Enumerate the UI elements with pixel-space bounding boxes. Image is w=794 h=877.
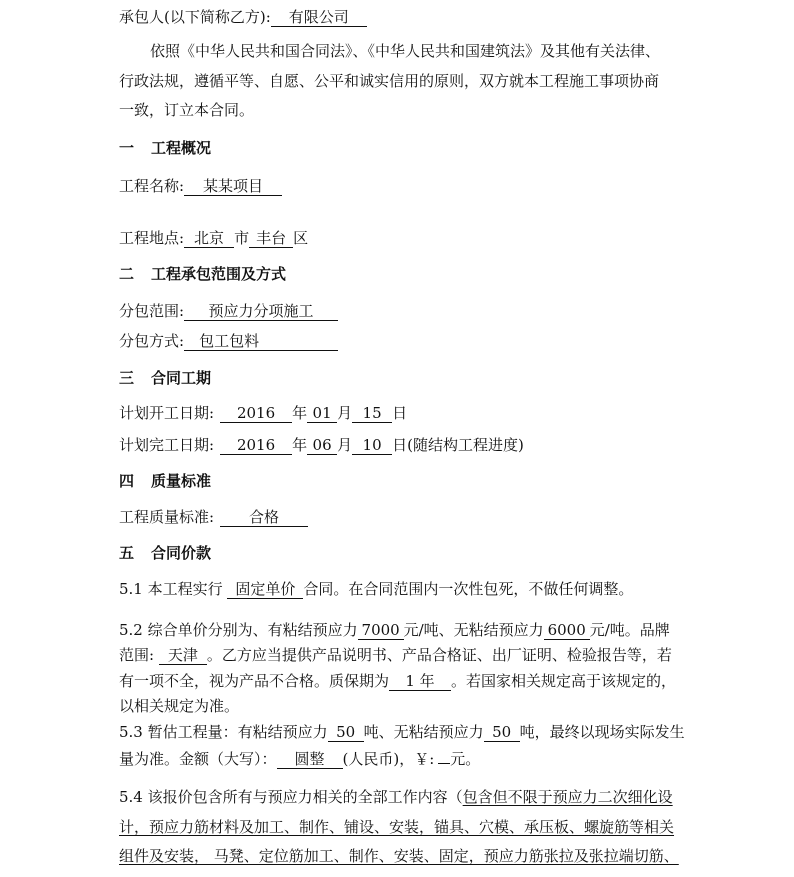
clause-5-3-line-2 xyxy=(119,749,480,769)
unbonded-quantity-value: 50 xyxy=(484,723,520,742)
end-date-label: 计划完工日期: xyxy=(119,436,215,454)
mode-value: 包工包料 xyxy=(184,332,338,351)
city-value: 北京 xyxy=(184,229,234,248)
party-b-line xyxy=(119,7,367,27)
end-month-unit: 月 xyxy=(337,436,353,454)
clause-5-2-text-c: 元/吨。品牌 xyxy=(589,621,670,639)
clause-5-1-text-a: 5.1 本工程实行 xyxy=(119,580,223,598)
mode-line xyxy=(119,331,338,351)
end-year: 2016 xyxy=(220,436,292,455)
clause-5-4-included-work-a: 包含但不限于预应力二次细化设 xyxy=(462,788,673,806)
project-location-line xyxy=(119,228,308,248)
clause-5-3-line-1 xyxy=(119,722,685,742)
amount-words-value: 圆整 xyxy=(277,750,343,769)
section-2-heading xyxy=(119,264,286,284)
start-month: 01 xyxy=(307,404,337,423)
end-month: 06 xyxy=(307,436,337,455)
section-5-number: 五 xyxy=(119,544,135,562)
brand-value: 天津 xyxy=(159,646,207,665)
section-4-number: 四 xyxy=(119,472,135,490)
unbonded-price-value: 6000 xyxy=(544,621,590,640)
section-1-heading xyxy=(119,138,211,158)
pricing-type-value: 固定单价 xyxy=(227,580,303,599)
section-2-number: 二 xyxy=(119,265,135,283)
clause-5-2-text-f: 有一项不全，视为产品不合格。质保期为 xyxy=(119,672,390,690)
section-2-title: 工程承包范围及方式 xyxy=(151,265,287,283)
scope-label: 分包范围: xyxy=(119,302,185,320)
project-location-label: 工程地点: xyxy=(119,229,185,247)
clause-5-4-line-3 xyxy=(119,846,679,866)
section-4-title: 质量标准 xyxy=(151,472,212,490)
warranty-value: 1 年 xyxy=(389,672,451,691)
clause-5-3-text-a: 5.3 暂估工程量：有粘结预应力 xyxy=(119,723,328,741)
clause-5-2-line-3 xyxy=(119,671,676,691)
clause-5-2-line-1 xyxy=(119,620,670,640)
quality-value: 合格 xyxy=(220,508,308,527)
clause-5-4-text-a: 5.4 该报价包含所有与预应力相关的全部工作内容（ xyxy=(119,788,463,806)
clause-5-1-text-b: 合同。在合同范围内一次性包死，不做任何调整。 xyxy=(303,580,634,598)
section-5-heading xyxy=(119,543,211,563)
section-5-title: 合同价款 xyxy=(151,544,212,562)
start-year-unit: 年 xyxy=(292,404,308,422)
clause-5-3-text-c: 吨，最终以现场实际发生 xyxy=(519,723,685,741)
start-month-unit: 月 xyxy=(337,404,353,422)
clause-5-2-line-4: 以相关规定为准。 xyxy=(119,697,240,715)
bonded-price-value: 7000 xyxy=(358,621,404,640)
end-day-unit: 日 xyxy=(392,436,408,454)
project-name-label: 工程名称: xyxy=(119,177,185,195)
clause-5-3-text-f: 元。 xyxy=(450,750,481,768)
clause-5-2-line-2 xyxy=(119,645,672,665)
preamble-line-2: 行政法规，遵循平等、自愿、公平和诚实信用的原则，双方就本工程施工事项协商 xyxy=(119,72,660,90)
clause-5-4-line-2 xyxy=(119,817,674,837)
clause-5-2-text-b: 元/吨、无粘结预应力 xyxy=(403,621,544,639)
clause-5-3-text-d: 量为准。金额（大写）： xyxy=(119,750,277,768)
end-date-note: (随结构工程进度) xyxy=(407,436,524,454)
district-value: 丰台 xyxy=(249,229,293,248)
district-unit: 区 xyxy=(293,229,309,247)
mode-label: 分包方式: xyxy=(119,332,185,350)
clause-5-4-included-work-c: 组件及安装， 马凳、定位筋加工、制作、安装、固定，预应力筋张拉及张拉端切筋、 xyxy=(119,847,679,865)
start-date-label: 计划开工日期: xyxy=(119,404,215,422)
clause-5-2-text-d: 范围: xyxy=(119,646,155,664)
section-1-number: 一 xyxy=(119,139,135,157)
clause-5-4-line-1 xyxy=(119,787,673,807)
party-b-label: 承包人(以下简称乙方): xyxy=(119,8,271,26)
project-name-value: 某某项目 xyxy=(184,177,282,196)
start-day-unit: 日 xyxy=(392,404,408,422)
section-3-number: 三 xyxy=(119,369,135,387)
quality-line xyxy=(119,507,308,527)
end-year-unit: 年 xyxy=(292,436,308,454)
clause-5-3-text-b: 吨、无粘结预应力 xyxy=(363,723,484,741)
start-year: 2016 xyxy=(220,404,292,423)
clause-5-1 xyxy=(119,579,633,599)
party-b-value: 有限公司 xyxy=(271,8,367,27)
bonded-quantity-value: 50 xyxy=(328,723,364,742)
end-date-line xyxy=(119,435,524,455)
quality-label: 工程质量标准: xyxy=(119,508,215,526)
project-name-line xyxy=(119,176,282,196)
section-1-title: 工程概况 xyxy=(151,139,212,157)
clause-5-2-text-g: 。若国家相关规定高于该规定的， xyxy=(451,672,677,690)
section-4-heading xyxy=(119,471,211,491)
section-3-title: 合同工期 xyxy=(151,369,212,387)
scope-value: 预应力分项施工 xyxy=(184,302,338,321)
clause-5-2-text-a: 5.2 综合单价分别为、有粘结预应力 xyxy=(119,621,358,639)
end-day: 10 xyxy=(352,436,392,455)
start-date-line xyxy=(119,403,407,423)
scope-line xyxy=(119,301,338,321)
preamble-line-1: 依照《中华人民共和国合同法》、《中华人民共和国建筑法》及其他有关法律、 xyxy=(150,42,661,60)
start-day: 15 xyxy=(352,404,392,423)
city-unit: 市 xyxy=(234,229,250,247)
preamble-line-3: 一致，订立本合同。 xyxy=(119,101,255,119)
clause-5-4-included-work-b: 计，预应力筋材料及加工、制作、铺设、安装，锚具、穴模、承压板、螺旋筋等相关 xyxy=(119,818,675,836)
section-3-heading xyxy=(119,368,211,388)
clause-5-2-text-e: 。乙方应当提供产品说明书、产品合格证、出厂证明、检验报告等，若 xyxy=(206,646,672,664)
amount-number-blank xyxy=(438,763,450,764)
clause-5-3-text-e: (人民币)，￥: xyxy=(342,750,435,768)
